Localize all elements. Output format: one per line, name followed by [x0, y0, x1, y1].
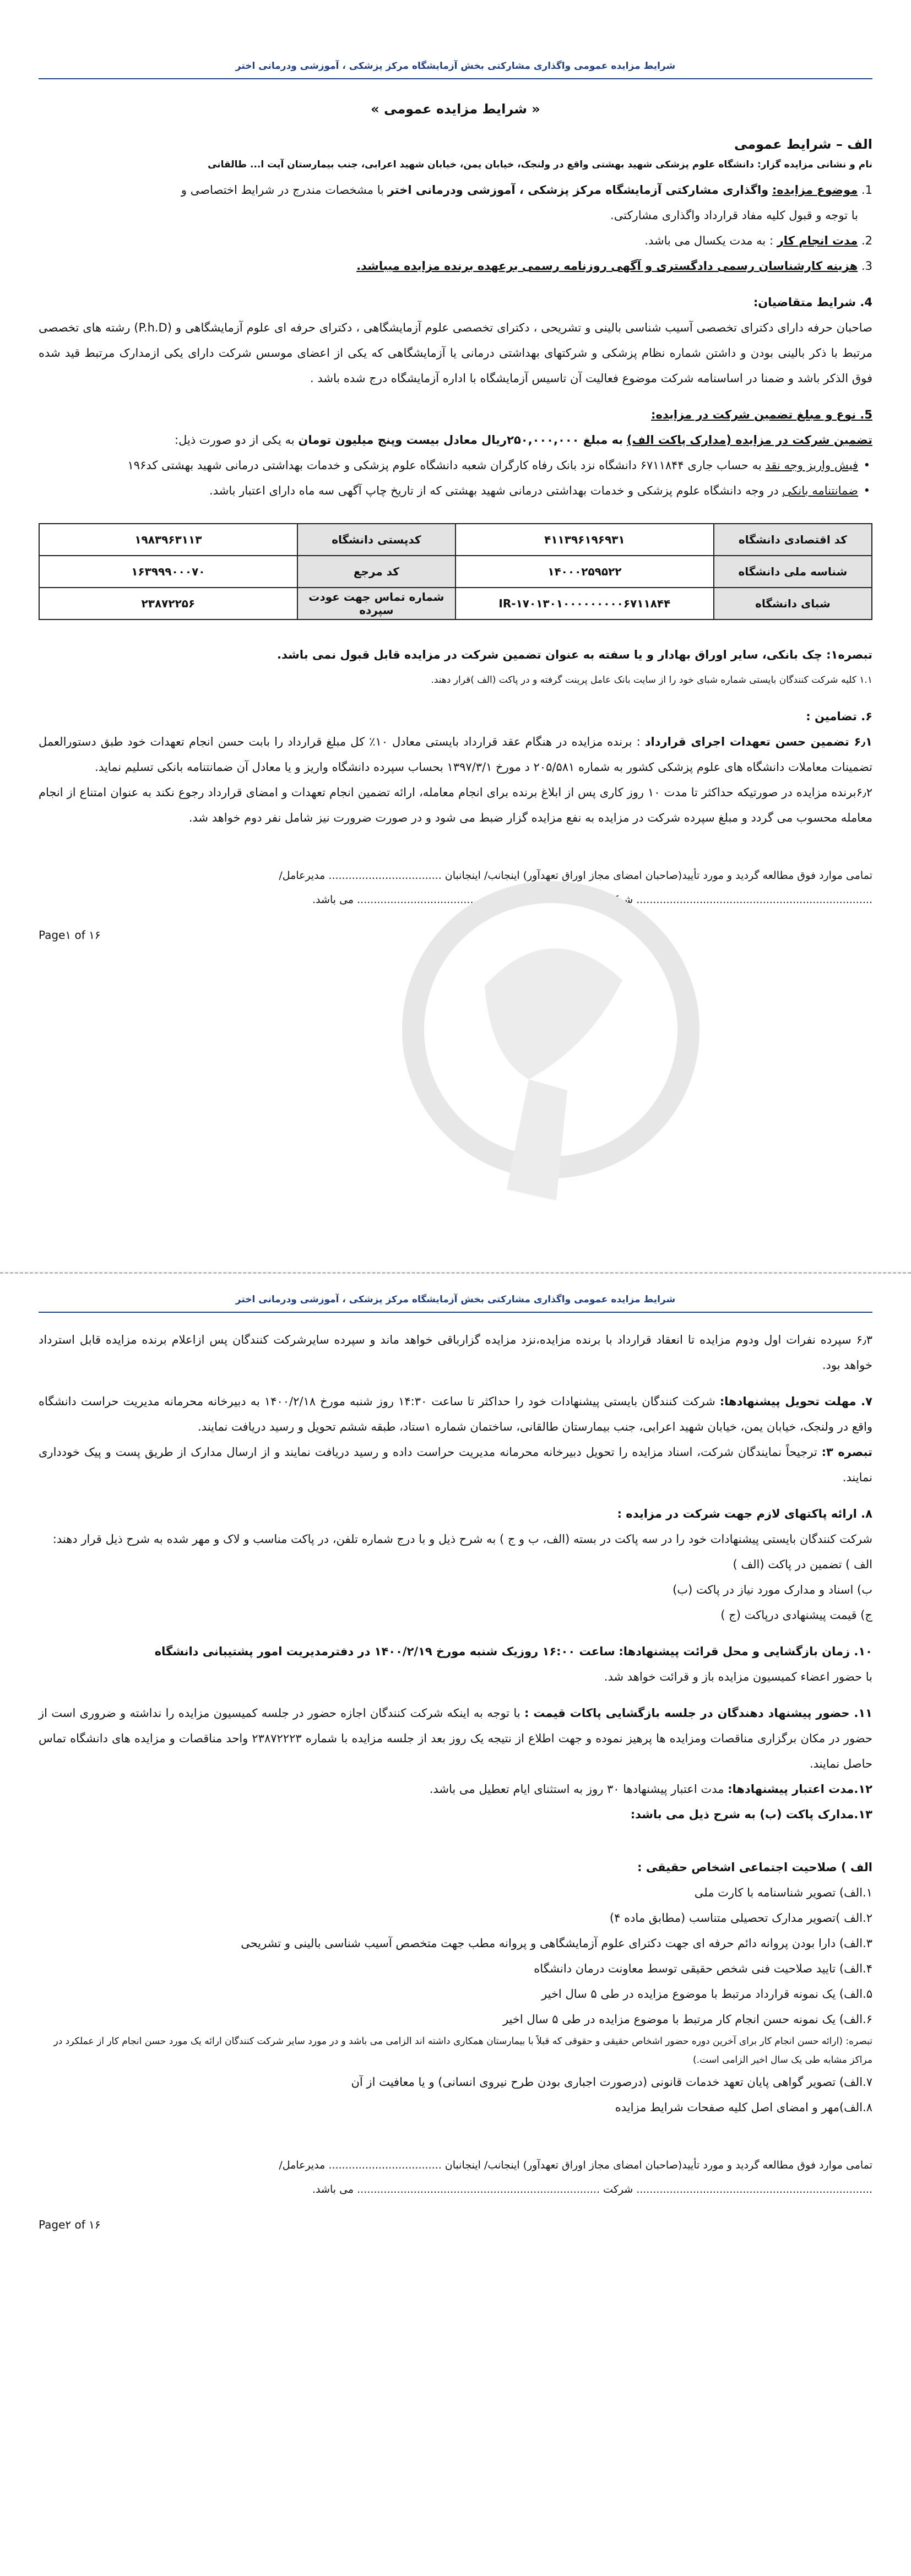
item-1-label: موضوع مزایده:: [772, 183, 858, 197]
item-5-label: تضمین شرکت در مزایده (مدارک پاکت الف): [626, 433, 872, 447]
note-3-label: تبصره ۳:: [821, 1445, 873, 1459]
table-value: ۱۴۰۰۰۲۵۹۵۲۲: [456, 556, 714, 588]
item-2: [39, 228, 872, 253]
item-1-subject: واگذاری مشارکتی آزمایشگاه مرکز پزشکی ، آموزشی ودرمانی اختر: [387, 183, 769, 197]
item-1-continuation: با توجه و قبول کلیه مفاد قرارداد واگذاری مشارکتی.: [610, 209, 858, 222]
item-5-amount: به مبلغ ۲۵۰,۰۰۰,۰۰۰ریال معادل بیست وپنج میلیون تومان: [298, 433, 623, 447]
table-value: ۲۳۸۷۲۲۵۶: [39, 588, 297, 619]
main-title: « شرایط مزایده عمومی »: [371, 101, 540, 117]
note-1-1: ۱.۱ کلیه شرکت کنندگان بایستی شماره شبای خود را از سایت بانک عامل پرینت گرفته و در پاکت (الف )قرار دهند.: [431, 675, 872, 686]
table-value: ۱۹۸۳۹۶۳۱۱۳: [39, 524, 297, 556]
page-1: [39, 0, 872, 1250]
page-separator: [0, 1272, 911, 1274]
table-label: شناسه ملی دانشگاه: [714, 556, 872, 588]
item-10-text: ساعت ۱۶:۰۰ روزیک شنبه مورخ ۱۴۰۰/۲/۱۹ در دفترمدیریت امور پشتیبانی دانشگاه: [154, 1645, 615, 1658]
item-2-label: مدت انجام کار: [777, 234, 858, 247]
item-12-label: ۱۲.مدت اعتبار پیشنهادها:: [728, 1782, 872, 1796]
item-4-text: صاحبان حرفه دارای دکترای تخصصی آسیب شناسی بالینی و تشریحی ، دکترای تخصصی علوم آزمایشگاهی ، دکترای حرفه ای علوم آزمایشگاهی و (P.h.D) رشته های تخصصی مرتبط با ذکر بالینی بودن و داشتن شماره نظام پزشکی و شرکتهای بهداشتی درمانی یا آزمایشگاهی که یکی از اعضای موسس شرکت دارای یکی ازمدارک مرتبط قید شده فوق الذکر باشد و ضمنا در اساسنامه شرکت موضوع فعالیت آن تاسیس آزمایشگاه با اداره آزمایشگاه درج شده باشد .: [39, 321, 872, 385]
item-10: [39, 1639, 872, 1664]
item-6-title: ۶. تضامین :: [806, 710, 872, 723]
item-6-2: ۶٫۲برنده مزایده در صورتیکه حداکثر تا مدت ۱۰ روز کاری پس از ابلاغ برنده برای انجام معامله، ارائه تضمین انجام تعهدات و امضای قرارداد رجوع نکند به عنوان امتناع از انجام معامله محسوب می گردد و مبلغ سپرده شرکت در مزایده به نفع مزایده گزار ضبط می شود و در صورت ضرورت نیز شامل نفر دوم خواهد شد.: [39, 786, 872, 824]
table-label: کدپستی دانشگاه: [297, 524, 456, 556]
list-item: ۸.الف)مهر و امضای اصل کلیه صفحات شرایط مزایده: [615, 2101, 872, 2114]
guarantee-option-bank: [39, 478, 858, 503]
table-label: شبای دانشگاه: [714, 588, 872, 619]
list-item: ۲.الف )تصویر مدارک تحصیلی متناسب (مطابق ماده ۴): [609, 1911, 872, 1925]
sub-section-a: الف ) صلاحیت اجتماعی اشخاص حقیقی :: [637, 1861, 872, 1874]
table-value: ۴۱۱۳۹۶۱۹۶۹۳۱: [456, 524, 714, 556]
table-row: [39, 524, 872, 556]
table-value: ۱۶۳۹۹۹۰۰۰۷۰: [39, 556, 297, 588]
item-5-rest: به یکی از دو صورت ذیل:: [175, 433, 295, 447]
envelope-b: ب) اسناد و مدارک مورد نیاز در پاکت (ب): [673, 1583, 872, 1596]
table-label: شماره تماس جهت عودت سپرده: [297, 588, 456, 619]
item-4-title: 4. شرایط متقاضیان:: [753, 296, 872, 309]
item-12-text: مدت اعتبار پیشنهادها ۳۰ روز به استثنای ایام تعطیل می باشد.: [429, 1782, 724, 1796]
item-10-label: ۱۰. زمان بازگشایی و محل قرائت پیشنهادها:: [619, 1645, 872, 1658]
item-6-1: [39, 729, 872, 780]
cash-deposit-label: فیش واریز وجه نقد: [765, 459, 858, 472]
item-10-continuation: با حضور اعضاء کمیسیون مزایده باز و قرائت خواهد شد.: [604, 1670, 872, 1683]
item-2-rest: : به مدت یکسال می باشد.: [644, 234, 774, 247]
list-item: ۵.الف) یک نمونه قرارداد مرتبط با موضوع مزایده در طی ۵ سال اخیر: [541, 1987, 872, 2001]
confirmation-line-2: ....................................................................... شرکت ......................................................................... می باشد.: [312, 894, 872, 906]
note-3-text: ترجیحاً نمایندگان شرکت، اسناد مزایده را تحویل دبیرخانه محرمانه مدیریت حراست داده و رسید دریافت نمایند و از ارسال مدارک از طریق پست و پیک خودداری نمایند.: [39, 1445, 872, 1484]
item-12: [39, 1776, 872, 1802]
item-3: [39, 253, 872, 279]
confirmation-line: تمامی موارد فوق مطالعه گردید و مورد تأیید(صاحبان امضای مجاز اوراق تعهدآور) اینجانب/ اینجانبان .................................. مدیرعامل/: [279, 2159, 872, 2171]
item-1-number: 1.: [861, 183, 872, 197]
item-1-rest: با مشخصات مندرج در شرایط اختصاصی و: [181, 183, 384, 197]
page-2: [39, 1283, 872, 2566]
item-3-number: 3.: [861, 259, 872, 273]
envelope-a: الف ) تضمین در پاکت (الف ): [733, 1558, 872, 1571]
item-7-label: ۷. مهلت تحویل پیشنهادها:: [719, 1395, 872, 1408]
list-item: ۷.الف) تصویر گواهی پایان تعهد خدمات قانونی (درصورت اجباری بودن طرح نیروی انسانی) و یا معافیت از آن: [351, 2075, 872, 2089]
item-5-guarantee: [39, 427, 872, 453]
university-codes-table: [39, 523, 872, 620]
item-2-number: 2.: [861, 234, 872, 247]
list-item: ۳.الف) دارا بودن پروانه دائم حرفه ای جهت دکترای علوم آزمایشگاهی و پروانه مطب جهت متخصص آسیب شناسی بالینی و تشریحی: [241, 1937, 872, 1950]
item-1: [39, 177, 872, 203]
header-divider: [39, 1312, 872, 1313]
table-label: کد اقتصادی دانشگاه: [714, 524, 872, 556]
guarantee-options: [39, 453, 872, 503]
item-7: [39, 1389, 872, 1439]
page-number: Page۱ of ۱۶: [39, 928, 101, 942]
header-divider: [39, 78, 872, 79]
guarantee-option-cash: [39, 453, 858, 478]
item-7-text: شرکت کنندگان بایستی پیشنهادات خود را حداکثر تا ساعت ۱۴:۳۰ روز شنبه مورخ ۱۴۰۰/۲/۱۸ به دبیرخانه محرمانه مدیریت حراست دانشگاه واقع در ولنجک، خیابان یمن، خیابان شهید اعرابی، جنب بیمارستان طالقانی، ساختمان شماره ۱ستاد، طبقه ششم تحویل و رسید دریافت نمایند.: [39, 1395, 872, 1433]
docs-note: تبصره: (ارائه حسن انجام کار برای آخرین دوره حضور اشخاص حقیقی و حقوقی که قبلاً با بیمارستان همکاری داشته اند الزامی می باشد و در مورد سایر شرکت کنندگان ارائه یک مورد حسن انجام کار از عملکرد در مراکز مشابه طی یک سال اخیر الزامی است.): [53, 2036, 872, 2066]
confirmation-line: تمامی موارد فوق مطالعه گردید و مورد تأیید(صاحبان امضای مجاز اوراق تعهدآور) اینجانب/ اینجانبان .................................. مدیرعامل/: [279, 869, 872, 882]
note-1: تبصره۱: چک بانکی، سایر اوراق بهادار و یا سفته به عنوان تضمین شرکت در مزایده قابل قبول نمی باشد.: [277, 648, 872, 661]
bank-guarantee-label: ضمانتنامه بانکی: [782, 484, 858, 497]
table-row: [39, 556, 872, 588]
list-item: ۴.الف) تایید صلاحیت فنی شخص حقیقی توسط معاونت درمان دانشگاه: [534, 1962, 872, 1975]
envelope-c: ج) قیمت پیشنهادی درپاکت (ج ): [720, 1608, 872, 1622]
table-row: [39, 588, 872, 619]
item-6-1-label: ۶٫۱ تضمین حسن تعهدات اجرای قرارداد: [644, 735, 872, 748]
note-3: [39, 1439, 872, 1490]
list-item: ۶.الف) یک نمونه حسن انجام کار مرتبط با موضوع مزایده در طی ۵ سال اخیر: [502, 2013, 872, 2026]
item-6-1-text: : برنده مزایده در هنگام عقد قرارداد بایستی معادل ۱۰٪ کل مبلغ قرارداد را بابت حسن انجام تعهدات خود طبق دستورالعمل تضمینات معاملات دانشگاه های علوم پزشکی کشور به شماره ۲۰۵/۵۸۱ د مورخ ۱۳۹۷/۳/۱ بحساب سپرده دانشگاه واریز و یا معادل آن ضمانتنامه بانکی تسلیم نماید.: [39, 735, 872, 774]
item-8-title: ۸. ارائه پاکتهای لازم جهت شرکت در مزایده :: [617, 1507, 872, 1520]
page-number: Page۲ of ۱۶: [39, 2218, 101, 2231]
page-header: شرایط مزایده عمومی واگذاری مشارکتی بخش آزمایشگاه مرکز پزشکی ، آموزشی ودرمانی اختر: [235, 1294, 676, 1305]
confirmation-line-2: ....................................................................... شرکت ......................................................................... می باشد.: [312, 2183, 872, 2195]
item-11-text: با توجه به اینکه شرکت کنندگان اجازه حضور در جلسه کمیسیون مزایده را نداشته و ضروری است از حضور در مکان برگزاری مناقصات ومزایده ها پرهیز نموده و جهت اطلاع از نتیجه یک روز بعد از جلسه مزایده با شماره ۲۳۸۷۲۲۲۳ واحد مناقصات و مزایده های دانشگاه تماس حاصل نمایند.: [39, 1707, 872, 1770]
list-item: ۱.الف) تصویر شناسنامه با کارت ملی: [694, 1886, 872, 1899]
item-8-text: شرکت کنندگان بایستی پیشنهادات خود را در سه پاکت در بسته (الف، ب و ج ) به شرح ذیل و با درج شماره تلفن، در پاکت مناسب و لاک و مهر شده به شرح ذیل قرار دهند:: [52, 1532, 872, 1546]
item-5-title: 5. نوع و مبلغ تضمین شرکت در مزایده:: [651, 408, 872, 421]
cash-deposit-text: به حساب جاری ۶۷۱۱۸۴۴ دانشگاه نزد بانک رفاه کارگران شعبه دانشگاه علوم پزشکی و خدمات بهداشتی درمانی شهید بهشتی کد۱۹۶: [127, 459, 762, 472]
item-3-text: هزینه کارشناسان رسمی دادگستری و آگهی روزنامه رسمی برعهده برنده مزایده میباشد.: [356, 259, 858, 273]
item-6-3: ۶٫۳ سپرده نفرات اول ودوم مزایده تا انعقاد قرارداد با برنده مزایده،نزد مزایده گزارباقی خواهد ماند و سپرده سایرشرکت کنندگان پس ازاعلام برنده مزایده قابل استرداد خواهد بود.: [39, 1333, 872, 1372]
page-header: شرایط مزایده عمومی واگذاری مشارکتی بخش آزمایشگاه مرکز پزشکی ، آموزشی ودرمانی اختر: [235, 61, 676, 72]
table-label: کد مرجع: [297, 556, 456, 588]
organizer-line: نام و نشانی مزایده گزار: دانشگاه علوم پزشکی شهید بهشتی واقع در ولنجک، خیابان یمن، خیابان شهید اعرابی، جنب بیمارستان آیت ا... طالقانی: [208, 159, 872, 170]
table-value: IR-۱۷۰۱۳۰۱۰۰۰۰۰۰۰۰۰۶۷۱۱۸۴۴: [456, 588, 714, 619]
item-11: [39, 1700, 872, 1776]
item-11-label: ۱۱. حضور پیشنهاد دهندگان در جلسه بازگشایی پاکات قیمت :: [524, 1707, 872, 1720]
bank-guarantee-text: در وجه دانشگاه علوم پزشکی و خدمات بهداشتی درمانی شهید بهشتی که از تاریخ چاپ آگهی سه ماه دارای اعتبار باشد.: [209, 484, 779, 497]
item-13-title: ۱۳.مدارک پاکت (ب) به شرح ذیل می باشد:: [630, 1808, 872, 1821]
section-a-title: الف – شرایط عمومی: [734, 137, 872, 152]
